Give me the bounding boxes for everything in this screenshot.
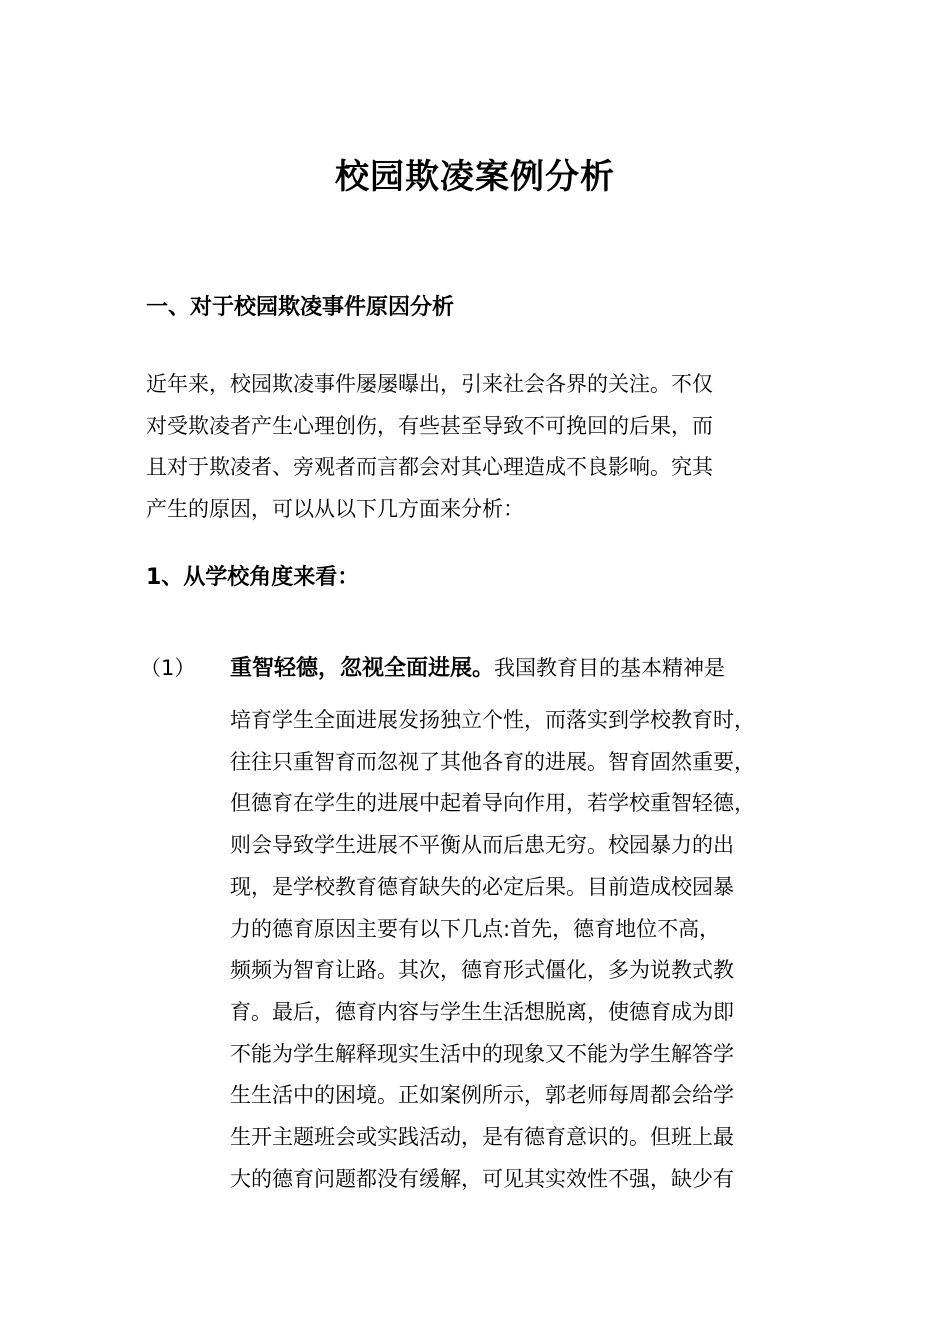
paragraph-line: 大的德育问题都没有缓解，可见其实效性不强，缺少有 (230, 1166, 734, 1191)
paragraph-line: 不能为学生解释现实生活中的现象又不能为学生解答学 (230, 1041, 734, 1066)
paragraph-line: 近年来，校园欺凌事件屡屡曝出，引来社会各界的关注。不仅 (146, 372, 713, 396)
subsection-heading: 1、从学校角度来看： (146, 565, 360, 590)
paragraph-line: 现，是学校教育德育缺失的必定后果。目前造成校园暴 (230, 874, 734, 899)
paragraph-line: 往往只重智育而忽视了其他各育的进展。智育固然重要， (230, 749, 755, 774)
list-item-marker: （1） (140, 656, 196, 680)
document-title: 校园欺凌案例分析 (335, 157, 615, 197)
paragraph-line: 育。最后，德育内容与学生生活想脱离，使德育成为即 (230, 999, 734, 1024)
list-item-lead-text: 我国教育目的基本精神是 (494, 656, 726, 680)
paragraph-line: 但德育在学生的进展中起着导向作用，若学校重智轻德， (230, 791, 755, 816)
list-item-body (230, 700, 830, 1200)
paragraph-line: 力的德育原因主要有以下几点:首先，德育地位不高， (230, 916, 721, 941)
paragraph-line: 产生的原因，可以从以下几方面来分析： (146, 496, 524, 521)
list-item-bold-lead: 重智轻德，忽视全面进展。 (230, 656, 495, 681)
section-heading: 一、对于校园欺凌事件原因分析 (146, 295, 455, 320)
paragraph-line: 培育学生全面进展发扬独立个性，而落实到学校教育时， (230, 708, 755, 732)
list-item-lead (230, 650, 725, 687)
paragraph-line: 对受欺凌者产生心理创伤，有些甚至导致不可挽回的后果，而 (146, 413, 713, 438)
intro-paragraph (146, 364, 816, 530)
paragraph-line: 生生活中的困境。正如案例所示，郭老师每周都会给学 (230, 1083, 734, 1108)
paragraph-line: 生开主题班会或实践活动，是有德育意识的。但班上最 (230, 1125, 734, 1150)
paragraph-line: 则会导致学生进展不平衡从而后患无穷。校园暴力的出 (230, 833, 734, 858)
paragraph-line: 频频为智育让路。其次，德育形式僵化，多为说教式教 (230, 958, 734, 983)
paragraph-line: 且对于欺凌者、旁观者而言都会对其心理造成不良影响。究其 (146, 455, 713, 479)
